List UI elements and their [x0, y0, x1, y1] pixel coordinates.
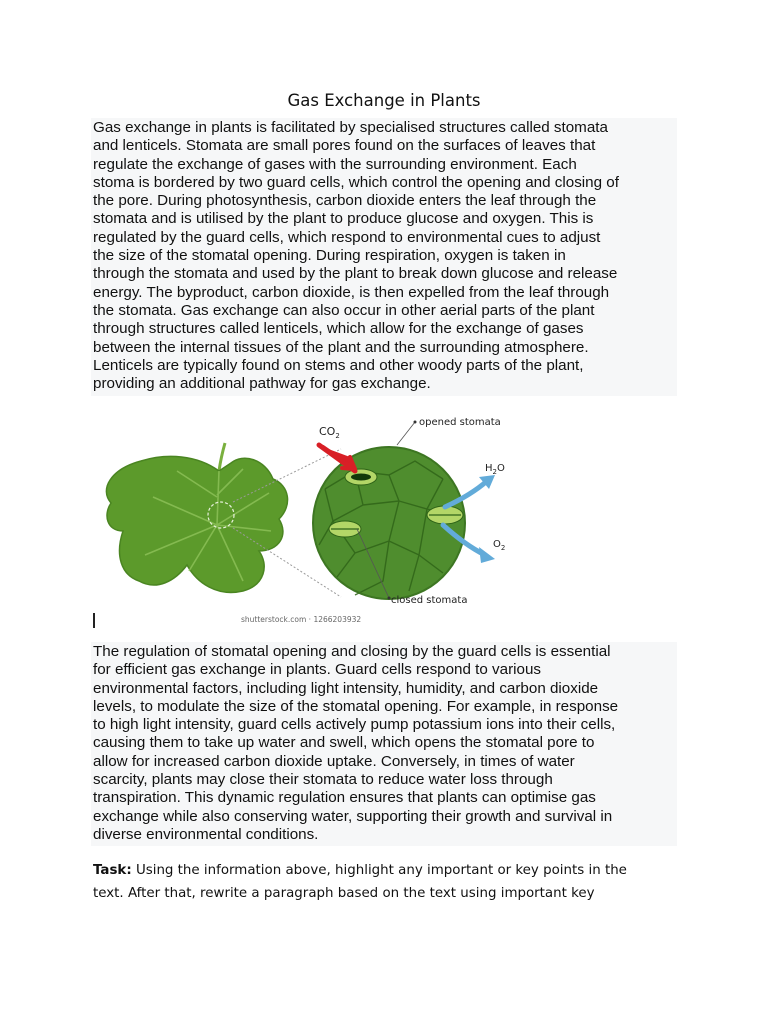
paragraph-1-line: the size of the stomatal opening. During respiration, oxygen is taken in — [93, 247, 566, 265]
paragraph-1-line: regulated by the guard cells, which respond to environmental cues to adjust — [93, 228, 601, 246]
paragraph-1-line: stoma is bordered by two guard cells, which control the opening and closing of — [93, 173, 619, 191]
paragraph-1-line: the stomata. Gas exchange can also occur in other aerial parts of the plant — [93, 301, 595, 319]
leaf-illustration — [106, 443, 287, 592]
paragraph-2-line: allow for increased carbon dioxide uptake. Conversely, in times of water — [93, 752, 575, 770]
paragraph-1-line: energy. The byproduct, carbon dioxide, is then expelled from the leaf through — [93, 283, 610, 301]
paragraph-2-line: diverse environmental conditions. — [93, 825, 319, 843]
task-line-1 — [93, 860, 693, 883]
paragraph-1 — [93, 119, 677, 393]
paragraph-1-line: through the stomata and used by the plant to break down glucose and release — [93, 265, 618, 283]
paragraph-2-line: scarcity, plants may close their stomata to reduce water loss through — [93, 771, 553, 789]
paragraph-1-line: regulate the exchange of gases with the surrounding environment. Each — [93, 155, 577, 173]
stomata-figure — [93, 405, 516, 631]
paragraph-2-line: exchange while also conserving water, supporting their growth and survival in — [93, 807, 613, 825]
paragraph-1-line: through structures called lenticels, which allow for the exchange of gases — [93, 320, 584, 338]
paragraph-2-line: causing them to take up water and swell, which opens the stomatal pore to — [93, 734, 595, 752]
opened-stomata-label: opened stomata — [419, 417, 501, 428]
text-cursor — [93, 613, 95, 628]
paragraph-1-line: Lenticels are typically found on stems and other woody parts of the plant, — [93, 356, 584, 374]
paragraph-2-line: transpiration. This dynamic regulation ensures that plants can optimise gas — [93, 789, 596, 807]
stomata-diagram — [93, 405, 516, 631]
h2o-label: $H_2O$ — [485, 463, 505, 476]
paragraph-2-line: environmental factors, including light intensity, humidity, and carbon dioxide — [93, 679, 599, 697]
page-title: Gas Exchange in Plants — [287, 91, 481, 110]
paragraph-2 — [93, 643, 677, 844]
task-instructions — [93, 860, 693, 905]
opened-stoma — [345, 469, 377, 485]
task-text-2: text. After that, rewrite a paragraph based on the text using important key — [93, 885, 595, 901]
paragraph-1-line: Gas exchange in plants is facilitated by specialised structures called stomata — [93, 119, 608, 136]
paragraph-1-line: stomata and is utilised by the plant to produce glucose and oxygen. This is — [93, 210, 594, 228]
watermark: shutterstock.com · 1266203932 — [241, 615, 362, 624]
closed-stoma — [329, 521, 361, 537]
paragraph-1-line: the pore. During photosynthesis, carbon dioxide enters the leaf through the — [93, 192, 597, 210]
paragraph-2-line: levels, to modulate the size of the stomatal opening. For example, in response — [93, 697, 619, 715]
co2-label: $CO_2$ — [319, 425, 340, 440]
paragraph-2-line: to high light intensity, guard cells actively pump potassium ions into their cells, — [93, 716, 616, 734]
o2-label: $O_2$ — [493, 539, 506, 552]
task-label: Task: — [93, 863, 132, 878]
paragraph-2-line: The regulation of stomatal opening and closing by the guard cells is essential — [93, 643, 611, 660]
paragraph-1-line: and lenticels. Stomata are small pores found on the surfaces of leaves that — [93, 137, 596, 155]
closed-stomata-label: closed stomata — [391, 595, 468, 606]
paragraph-2-line: for efficient gas exchange in plants. Guard cells respond to various — [93, 661, 542, 679]
paragraph-1-line: providing an additional pathway for gas exchange. — [93, 375, 431, 393]
task-text-1: Using the information above, highlight any important or key points in the — [131, 863, 627, 878]
paragraph-1-line: between the internal tissues of the plant and the surrounding atmosphere. — [93, 338, 589, 356]
